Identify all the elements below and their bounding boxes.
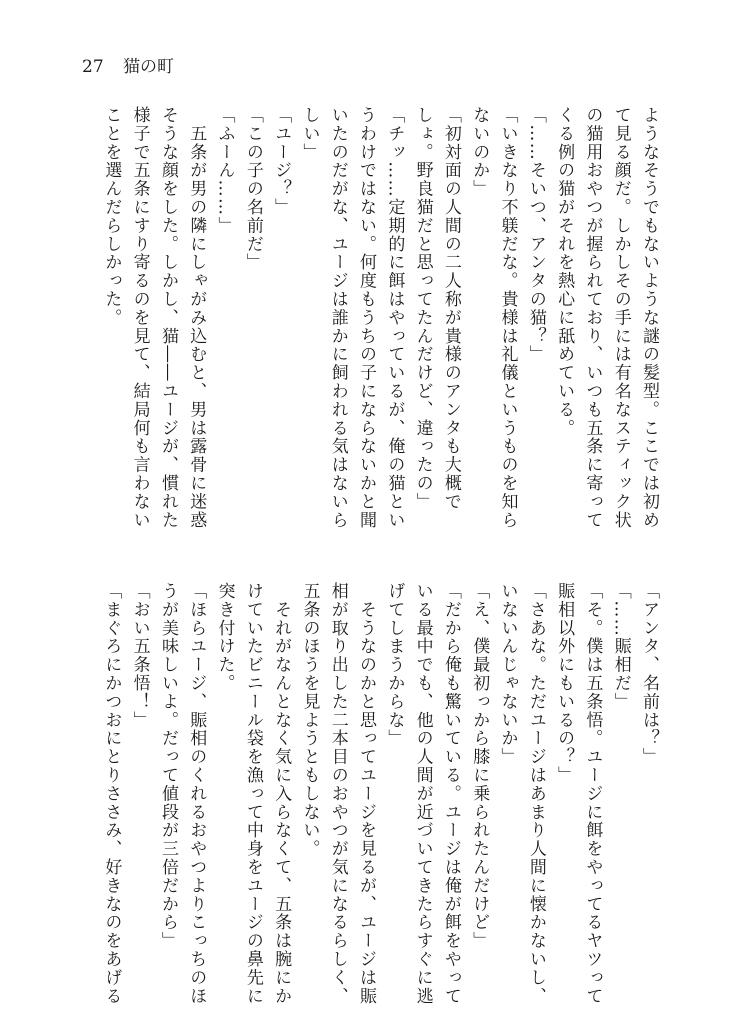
text-column: けていたビニール袋を漁って中身をユージの鼻先に: [242, 582, 263, 1006]
text-column: しい」: [299, 106, 320, 162]
text-column: しょ。野良猫だと思ってたんだけど、違ったの」: [412, 106, 433, 511]
chapter-title: 猫の町: [123, 57, 175, 77]
text-column: ないのか」: [469, 106, 490, 198]
text-column: ことを選んだらしかった。: [101, 106, 122, 327]
text-column: 「初対面の人間の二人称が貴様のアンタも大概で: [440, 106, 461, 511]
text-column: うわけではない。何度もうちの子にならないかと聞: [356, 106, 377, 530]
page-number: 27: [82, 57, 104, 77]
text-column: いる最中でも、他の人間が近づいてきたらすぐに逃: [412, 582, 433, 1006]
text-column: 「だから俺も驚いている。ユージは俺が餌をやって: [440, 582, 461, 1006]
text-column: げてしまうからな」: [384, 582, 405, 748]
text-column: 「え、僕最初っから膝に乗られたんだけど」: [469, 582, 490, 950]
bottom-text-block: [97, 582, 663, 1006]
text-column: 相が取り出した二本目のおやつが気になるらしく、: [327, 582, 348, 1006]
text-column: 「そ。僕は五条悟。ユージに餌をやってるヤツって: [582, 582, 603, 1006]
page-header: [82, 52, 174, 77]
text-column: 突き付けた。: [214, 582, 235, 693]
text-column: 様子で五条にすり寄るのを見て、結局何も言わない: [129, 106, 150, 530]
text-column: そうな顔をした。しかし、猫――ユージが、慣れた: [157, 106, 178, 530]
text-column: の猫用おやつが握られており、いつも五条に寄って: [582, 106, 603, 530]
text-column: 「ユージ？」: [271, 106, 292, 217]
text-column: ようなそうでもないような謎の髪型。ここでは初め: [639, 106, 659, 530]
text-column: 「ほらユージ、賑相のくれるおやつよりこっちのほ: [186, 582, 207, 1006]
text-column: いないんじゃないか」: [497, 582, 518, 766]
text-column: そうなのかと思ってユージを見るが、ユージは賑: [356, 582, 377, 1006]
text-column: 「まぐろにかつおにとりささみ、好きなのをあげる: [101, 582, 122, 1006]
text-column: て見る顔だ。しかしその手には有名なスティック状: [610, 106, 631, 530]
text-column: うが美味しいよ。だって値段が三倍だから」: [157, 582, 178, 950]
text-column: いたのだがな、ユージは誰かに飼われる気はないら: [327, 106, 348, 530]
text-column: 「おい五条悟！」: [129, 582, 150, 730]
text-column: 「ふーん……」: [214, 106, 235, 235]
text-column: 賑相以外にもいるの？」: [554, 582, 575, 785]
text-column: 「……賑相だ」: [610, 582, 631, 711]
text-column: 「……そいつ、アンタの猫？」: [525, 106, 546, 364]
text-column: 「さあな。ただユージはあまり人間に懐かないし、: [525, 582, 546, 1006]
text-column: 五条のほうを見ようともしない。: [299, 582, 320, 858]
text-column: 五条が男の隣にしゃがみ込むと、男は露骨に迷惑: [186, 106, 207, 530]
text-column: 「いきなり不躾だな。貴様は礼儀というものを知ら: [497, 106, 518, 530]
text-column: 「この子の名前だ」: [242, 106, 263, 272]
text-column: 「アンタ、名前は？」: [639, 582, 659, 766]
text-column: 「チッ……定期的に餌はやっているが、俺の猫とい: [384, 106, 405, 530]
text-column: それがなんとなく気に入らなくて、五条は腕にか: [271, 582, 292, 1006]
top-text-block: [97, 106, 663, 530]
text-column: くる例の猫がそれを熱心に舐めている。: [554, 106, 575, 438]
